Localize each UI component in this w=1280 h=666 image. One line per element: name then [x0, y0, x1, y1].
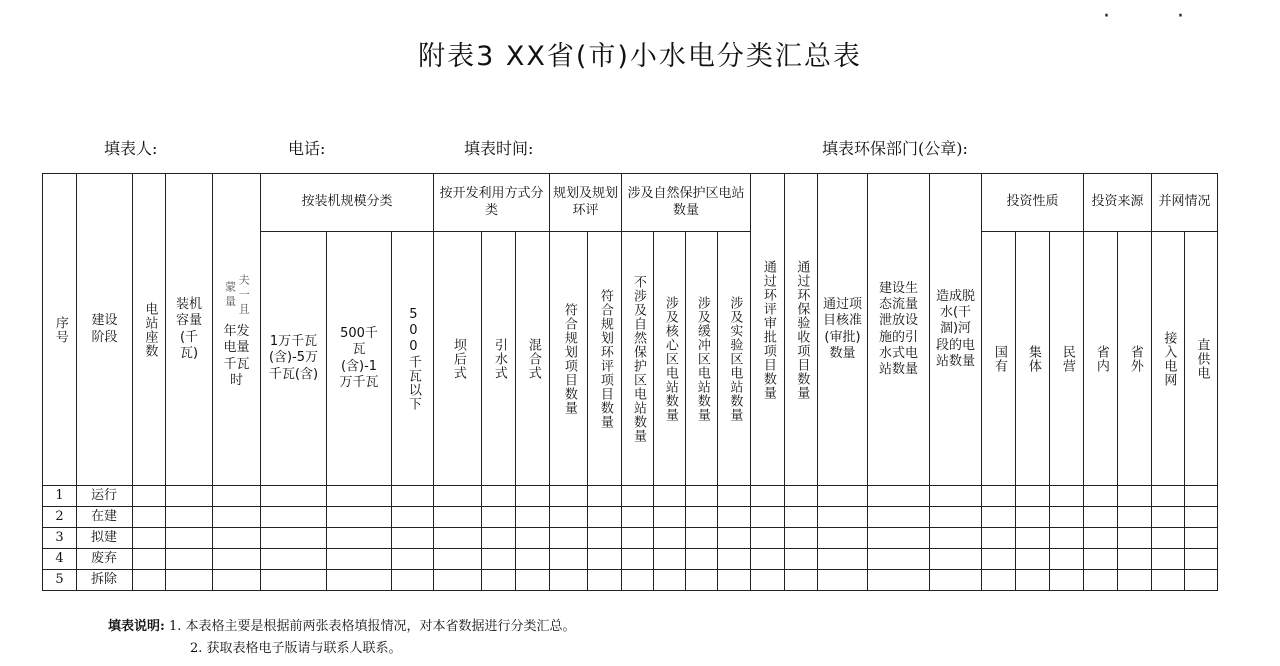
table-cell[interactable] [166, 486, 213, 507]
table-cell[interactable] [261, 486, 327, 507]
col-inv-state: 国有 [982, 232, 1016, 486]
table-cell[interactable] [751, 570, 785, 591]
table-cell[interactable] [1050, 570, 1084, 591]
table-cell[interactable] [1118, 570, 1152, 591]
table-cell[interactable] [818, 486, 868, 507]
fill-info-row [0, 136, 1280, 160]
col-stage: 建设阶段 [77, 174, 133, 486]
table-cell[interactable] [588, 570, 622, 591]
table-cell[interactable] [213, 549, 261, 570]
col-capacity: 装机容量(千瓦) [166, 174, 213, 486]
table-cell[interactable] [550, 528, 588, 549]
table-cell[interactable] [1050, 528, 1084, 549]
col-annual-generation: 夫 一 且 蒙 量 年发电量千瓦时 [213, 174, 261, 486]
table-cell[interactable] [1152, 528, 1185, 549]
table-cell[interactable] [1118, 549, 1152, 570]
col-inv-collective: 集体 [1016, 232, 1050, 486]
table-cell[interactable] [930, 486, 982, 507]
notes-label: 填表说明: [108, 619, 165, 634]
table-cell[interactable] [482, 528, 516, 549]
table-cell[interactable] [1084, 549, 1118, 570]
table-cell[interactable] [654, 507, 686, 528]
table-cell[interactable] [392, 570, 434, 591]
table-row [43, 570, 1218, 591]
table-cell[interactable] [482, 549, 516, 570]
table-cell[interactable] [261, 570, 327, 591]
table-cell[interactable] [261, 507, 327, 528]
table-cell[interactable] [133, 507, 166, 528]
table-cell[interactable] [166, 549, 213, 570]
row-number: 2 [43, 507, 77, 528]
table-cell[interactable] [1016, 570, 1050, 591]
table-cell[interactable] [213, 507, 261, 528]
table-cell[interactable] [1152, 507, 1185, 528]
table-cell[interactable] [868, 570, 930, 591]
table-cell[interactable] [868, 486, 930, 507]
table-cell[interactable] [654, 549, 686, 570]
col-plan-eia-ok: 符合规划环评项目数量 [588, 232, 622, 486]
table-cell[interactable] [588, 549, 622, 570]
table-cell[interactable] [392, 528, 434, 549]
table-cell[interactable] [686, 549, 718, 570]
group-grid: 并网情况 [1152, 174, 1218, 232]
table-cell[interactable] [718, 570, 751, 591]
table-cell[interactable] [213, 486, 261, 507]
col-eia-approved: 通过环评审批项目数量 [751, 174, 785, 486]
table-cell[interactable] [1118, 486, 1152, 507]
table-cell[interactable] [718, 507, 751, 528]
table-cell[interactable] [434, 507, 482, 528]
col-src-out: 省外 [1118, 232, 1152, 486]
fill-time-label: 填表时间: [464, 139, 534, 158]
col-scale-b: 500千瓦(含)-1万千瓦 [327, 232, 392, 486]
table-cell[interactable] [622, 486, 654, 507]
table-cell[interactable] [1084, 507, 1118, 528]
table-cell[interactable] [1118, 507, 1152, 528]
table-cell[interactable] [718, 549, 751, 570]
table-cell[interactable] [133, 486, 166, 507]
table-cell[interactable] [818, 528, 868, 549]
table-cell[interactable] [868, 507, 930, 528]
fill-instructions [108, 616, 576, 660]
table-cell[interactable] [516, 486, 550, 507]
table-cell[interactable] [327, 549, 392, 570]
note-line-2: 2. 获取表格电子版请与联系人联系。 [190, 641, 402, 656]
col-dev-diversion: 引水式 [482, 232, 516, 486]
col-eco-flow: 建设生态流量泄放设施的引水式电站数量 [868, 174, 930, 486]
col-station-count: 电站座数 [133, 174, 166, 486]
table-cell[interactable] [1185, 570, 1218, 591]
corner-marks: · · [1103, 4, 1214, 29]
table-cell[interactable] [1084, 528, 1118, 549]
table-cell[interactable] [1152, 549, 1185, 570]
table-cell[interactable] [588, 507, 622, 528]
row-number: 1 [43, 486, 77, 507]
table-cell[interactable] [1185, 507, 1218, 528]
table-cell[interactable] [622, 507, 654, 528]
table-cell[interactable] [434, 486, 482, 507]
group-investment-nature: 投资性质 [982, 174, 1084, 232]
table-cell[interactable] [327, 570, 392, 591]
phone-label: 电话: [288, 139, 326, 158]
col-plan-ok: 符合规划项目数量 [550, 232, 588, 486]
col-inv-private: 民营 [1050, 232, 1084, 486]
table-cell[interactable] [1016, 549, 1050, 570]
table-cell[interactable] [930, 570, 982, 591]
table-cell[interactable] [1152, 570, 1185, 591]
table-cell[interactable] [818, 570, 868, 591]
table-cell[interactable] [434, 570, 482, 591]
table-cell[interactable] [982, 570, 1016, 591]
table-cell[interactable] [588, 528, 622, 549]
table-cell[interactable] [1016, 528, 1050, 549]
row-stage: 废弃 [77, 549, 133, 570]
table-cell[interactable] [785, 549, 818, 570]
table-cell[interactable] [516, 549, 550, 570]
summary-table [42, 173, 1218, 591]
table-cell[interactable] [982, 528, 1016, 549]
table-cell[interactable] [622, 570, 654, 591]
table-cell[interactable] [550, 570, 588, 591]
table-cell[interactable] [785, 528, 818, 549]
table-cell[interactable] [751, 507, 785, 528]
table-cell[interactable] [930, 507, 982, 528]
table-row [43, 549, 1218, 570]
table-cell[interactable] [166, 528, 213, 549]
table-cell[interactable] [686, 507, 718, 528]
col-dry-river: 造成脱水(干涸)河段的电站数量 [930, 174, 982, 486]
row-number: 3 [43, 528, 77, 549]
table-row [43, 507, 1218, 528]
table-cell[interactable] [654, 570, 686, 591]
table-cell[interactable] [930, 528, 982, 549]
row-stage: 在建 [77, 507, 133, 528]
table-cell[interactable] [261, 549, 327, 570]
table-cell[interactable] [686, 570, 718, 591]
table-cell[interactable] [868, 528, 930, 549]
col-project-approved: 通过项目核准(审批)数量 [818, 174, 868, 486]
table-cell[interactable] [785, 570, 818, 591]
table-cell[interactable] [588, 486, 622, 507]
table-cell[interactable] [550, 507, 588, 528]
table-cell[interactable] [686, 528, 718, 549]
table-cell[interactable] [516, 528, 550, 549]
table-cell[interactable] [392, 486, 434, 507]
table-cell[interactable] [982, 507, 1016, 528]
col-env-acceptance: 通过环保验收项目数量 [785, 174, 818, 486]
table-cell[interactable] [1050, 549, 1084, 570]
group-nature-reserve: 涉及自然保护区电站数量 [622, 174, 751, 232]
col-grid-connect: 接入电网 [1152, 232, 1185, 486]
table-cell[interactable] [327, 528, 392, 549]
table-cell[interactable] [133, 528, 166, 549]
page-title: 附表3 XX省(市)小水电分类汇总表 [418, 41, 862, 72]
table-cell[interactable] [213, 570, 261, 591]
table-cell[interactable] [686, 486, 718, 507]
filler-label: 填表人: [104, 139, 158, 158]
group-planning: 规划及规划环评 [550, 174, 622, 232]
table-cell[interactable] [166, 507, 213, 528]
table-cell[interactable] [482, 507, 516, 528]
table-cell[interactable] [1118, 528, 1152, 549]
table-row [43, 528, 1218, 549]
table-cell[interactable] [261, 528, 327, 549]
table-cell[interactable] [213, 528, 261, 549]
col-nature-buffer: 涉及缓冲区电站数量 [686, 232, 718, 486]
group-dev-mode: 按开发利用方式分类 [434, 174, 550, 232]
table-cell[interactable] [327, 507, 392, 528]
table-cell[interactable] [482, 486, 516, 507]
col-grid-direct: 直供电 [1185, 232, 1218, 486]
table-cell[interactable] [718, 528, 751, 549]
table-row [43, 486, 1218, 507]
table-cell[interactable] [434, 528, 482, 549]
table-cell[interactable] [516, 570, 550, 591]
row-stage: 拟建 [77, 528, 133, 549]
table-cell[interactable] [482, 570, 516, 591]
table-cell[interactable] [785, 507, 818, 528]
dept-seal-label: 填表环保部门(公章): [822, 139, 968, 158]
table-cell[interactable] [751, 528, 785, 549]
col-dev-mixed: 混合式 [516, 232, 550, 486]
col-nature-none: 不涉及自然保护区电站数量 [622, 232, 654, 486]
table-cell[interactable] [1152, 486, 1185, 507]
table-cell[interactable] [1084, 570, 1118, 591]
table-cell[interactable] [982, 486, 1016, 507]
table-cell[interactable] [982, 549, 1016, 570]
table-cell[interactable] [1016, 486, 1050, 507]
group-investment-source: 投资来源 [1084, 174, 1152, 232]
row-number: 5 [43, 570, 77, 591]
table-cell[interactable] [654, 528, 686, 549]
table-cell[interactable] [1050, 486, 1084, 507]
col-dev-dam: 坝后式 [434, 232, 482, 486]
table-cell[interactable] [392, 549, 434, 570]
note-line-1: 1. 本表格主要是根据前两张表格填报情况，对本省数据进行分类汇总。 [168, 619, 576, 634]
table-cell[interactable] [751, 486, 785, 507]
table-cell[interactable] [434, 549, 482, 570]
table-cell[interactable] [622, 528, 654, 549]
row-stage: 拆除 [77, 570, 133, 591]
col-scale-c: 500千瓦以下 [392, 232, 434, 486]
table-cell[interactable] [622, 549, 654, 570]
table-cell[interactable] [718, 486, 751, 507]
table-cell[interactable] [1084, 486, 1118, 507]
col-nature-core: 涉及核心区电站数量 [654, 232, 686, 486]
col-nature-experimental: 涉及实验区电站数量 [718, 232, 751, 486]
table-cell[interactable] [818, 507, 868, 528]
table-cell[interactable] [1016, 507, 1050, 528]
table-cell[interactable] [516, 507, 550, 528]
table-cell[interactable] [327, 486, 392, 507]
table-cell[interactable] [751, 549, 785, 570]
group-scale: 按装机规模分类 [261, 174, 434, 232]
table-cell[interactable] [1185, 528, 1218, 549]
table-cell[interactable] [166, 570, 213, 591]
table-cell[interactable] [550, 486, 588, 507]
table-cell[interactable] [785, 486, 818, 507]
table-cell[interactable] [930, 549, 982, 570]
table-cell[interactable] [654, 486, 686, 507]
table-cell[interactable] [1185, 486, 1218, 507]
table-cell[interactable] [1185, 549, 1218, 570]
table-cell[interactable] [1050, 507, 1084, 528]
row-number: 4 [43, 549, 77, 570]
col-seq: 序号 [43, 174, 77, 486]
col-scale-a: 1万千瓦(含)-5万千瓦(含) [261, 232, 327, 486]
col-src-in: 省内 [1084, 232, 1118, 486]
table-cell[interactable] [133, 549, 166, 570]
row-stage: 运行 [77, 486, 133, 507]
table-cell[interactable] [550, 549, 588, 570]
table-cell[interactable] [868, 549, 930, 570]
table-cell[interactable] [818, 549, 868, 570]
table-cell[interactable] [392, 507, 434, 528]
table-cell[interactable] [133, 570, 166, 591]
